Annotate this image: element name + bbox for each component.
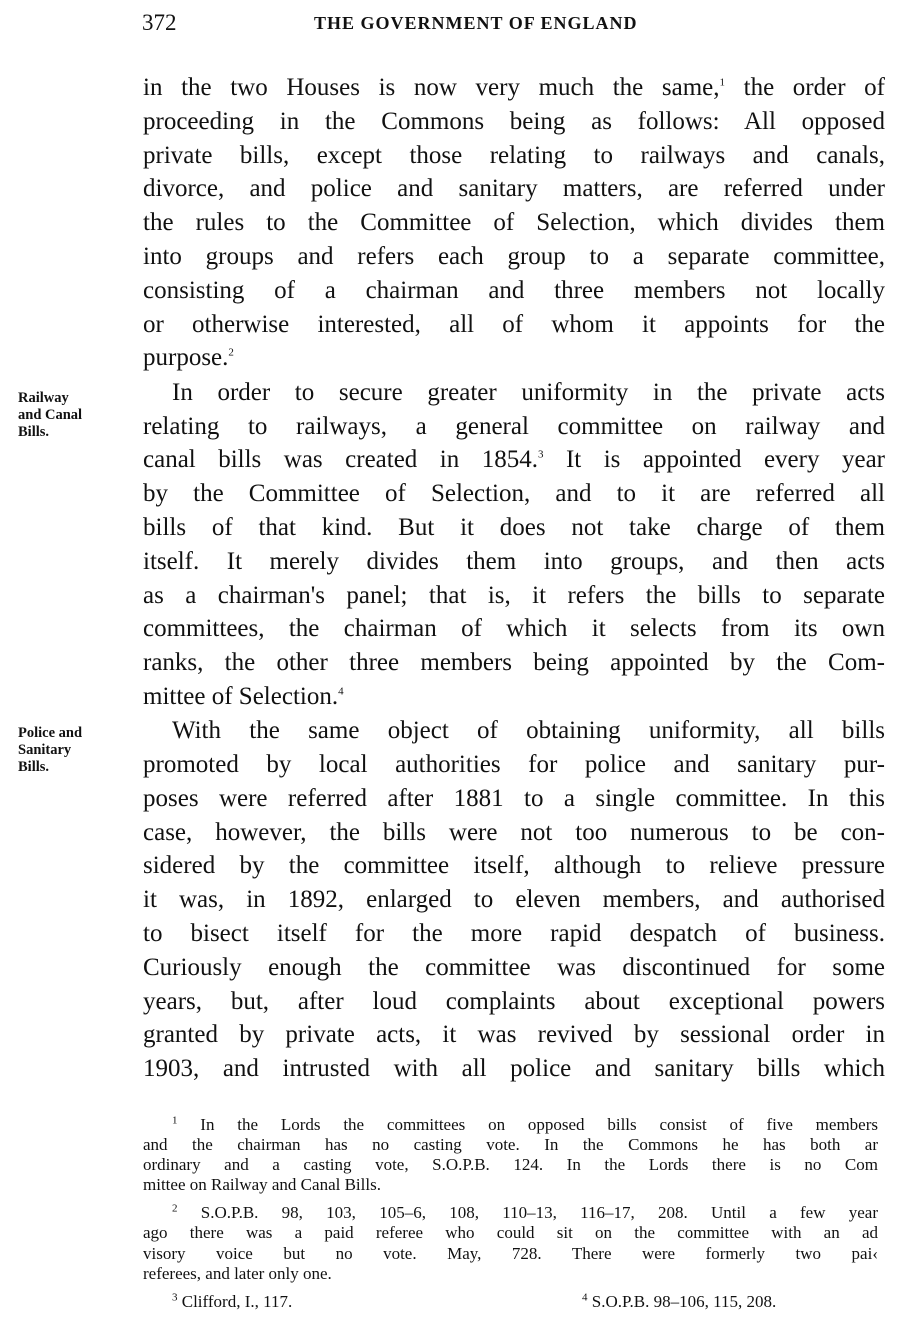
footnote-line: visory voice but no vote. May, 728. There were formerly two pai‹ [143,1244,878,1263]
body-line: by the Committee of Selection, and to it are referred all [143,480,885,507]
body-line: sidered by the committee itself, although to relieve pressure [143,852,885,879]
body-line: it was, in 1892, enlarged to eleven members, and authorised [143,886,885,913]
body-line: the rules to the Committee of Selection, which divides them [143,209,885,236]
footnote-line: ordinary and a casting vote, S.O.P.B. 124. In the Lords there is no Com [143,1155,878,1174]
body-line: case, however, the bills were not too numerous to be con- [143,819,885,846]
footnote-marker: 3 [172,1291,178,1304]
footnote-marker: 1 [719,76,726,89]
running-head: THE GOVERNMENT OF ENGLAND [314,13,638,33]
footnote-marker: 1 [172,1115,178,1127]
body-line: into groups and refers each group to a separate committee, [143,243,885,270]
footnote-marker: 2 [228,346,234,359]
footnote-line: and the chairman has no casting vote. In the Commons he has both ar [143,1135,878,1154]
footnote-line: referees, and later only one. [143,1264,332,1283]
footnote-line: $^2$ S.O.P.B. 98, 103, 105–6, 108, 110–13, 116–17, 208. Until a few year [172,1203,878,1222]
footnote-line: ago there was a paid referee who could sit on the committee with an ad [143,1223,878,1242]
margin-note-line: Railway [18,390,69,406]
paragraph-start-line: In order to secure greater uniformity in the private acts [172,379,885,406]
body-line: Curiously enough the committee was discontinued for some [143,954,885,981]
page-number: 372 [142,10,177,35]
margin-note-line: Sanitary [18,742,72,758]
margin-note-line: Bills. [18,759,50,775]
body-line: purpose.$^2$ [143,344,234,371]
margin-note-railway [18,390,128,441]
body-line: relating to railways, a general committee on railway and [143,413,885,440]
body-line: poses were referred after 1881 to a single committee. In this [143,785,885,812]
footnote-line: $^1$ In the Lords the committees on opposed bills consist of five members [172,1115,878,1134]
body-line: committees, the chairman of which it selects from its own [143,615,885,642]
body-line: mittee of Selection.$^4$ [143,683,344,710]
margin-note-line: and Canal [18,407,83,423]
body-line: in the two Houses is now very much the same,$^1$ the order of [143,74,885,101]
footnote-3: $^3$ Clifford, I., 117. [172,1291,293,1311]
footnote-line: mittee on Railway and Canal Bills. [143,1175,381,1194]
paragraph-start-line: With the same object of obtaining uniformity, all bills [172,717,885,744]
footnote-marker: 4 [582,1291,588,1304]
footnote-4: $^4$ S.O.P.B. 98–106, 115, 208. [582,1291,777,1311]
page-header [142,10,884,40]
margin-note-police [18,725,128,776]
body-line: 1903, and intrusted with all police and sanitary bills which [143,1055,885,1082]
body-line: granted by private acts, it was revived by sessional order in [143,1021,885,1048]
footnote-marker: 4 [338,685,344,698]
footnote-marker: 2 [172,1203,178,1215]
body-line: to bisect itself for the more rapid despatch of business. [143,920,885,947]
body-line: promoted by local authorities for police and sanitary pur- [143,751,885,778]
margin-note-line: Police and [18,725,83,741]
body-line: canal bills was created in 1854.$^3$ It is appointed every year [143,446,885,473]
margin-note-line: Bills. [18,424,50,440]
body-line: private bills, except those relating to railways and canals, [143,142,885,169]
body-line: or otherwise interested, all of whom it appoints for the [143,311,885,338]
body-line: as a chairman's panel; that is, it refers the bills to separate [143,582,885,609]
body-line: divorce, and police and sanitary matters, are referred under [143,175,885,202]
footnote-marker: 3 [537,448,544,461]
body-line: consisting of a chairman and three members not locally [143,277,885,304]
body-line: itself. It merely divides them into groups, and then acts [143,548,885,575]
body-line: ranks, the other three members being appointed by the Com- [143,649,885,676]
body-line: years, but, after loud complaints about exceptional powers [143,988,885,1015]
body-line: bills of that kind. But it does not take charge of them [143,514,885,541]
body-line: proceeding in the Commons being as follows: All opposed [143,108,885,135]
